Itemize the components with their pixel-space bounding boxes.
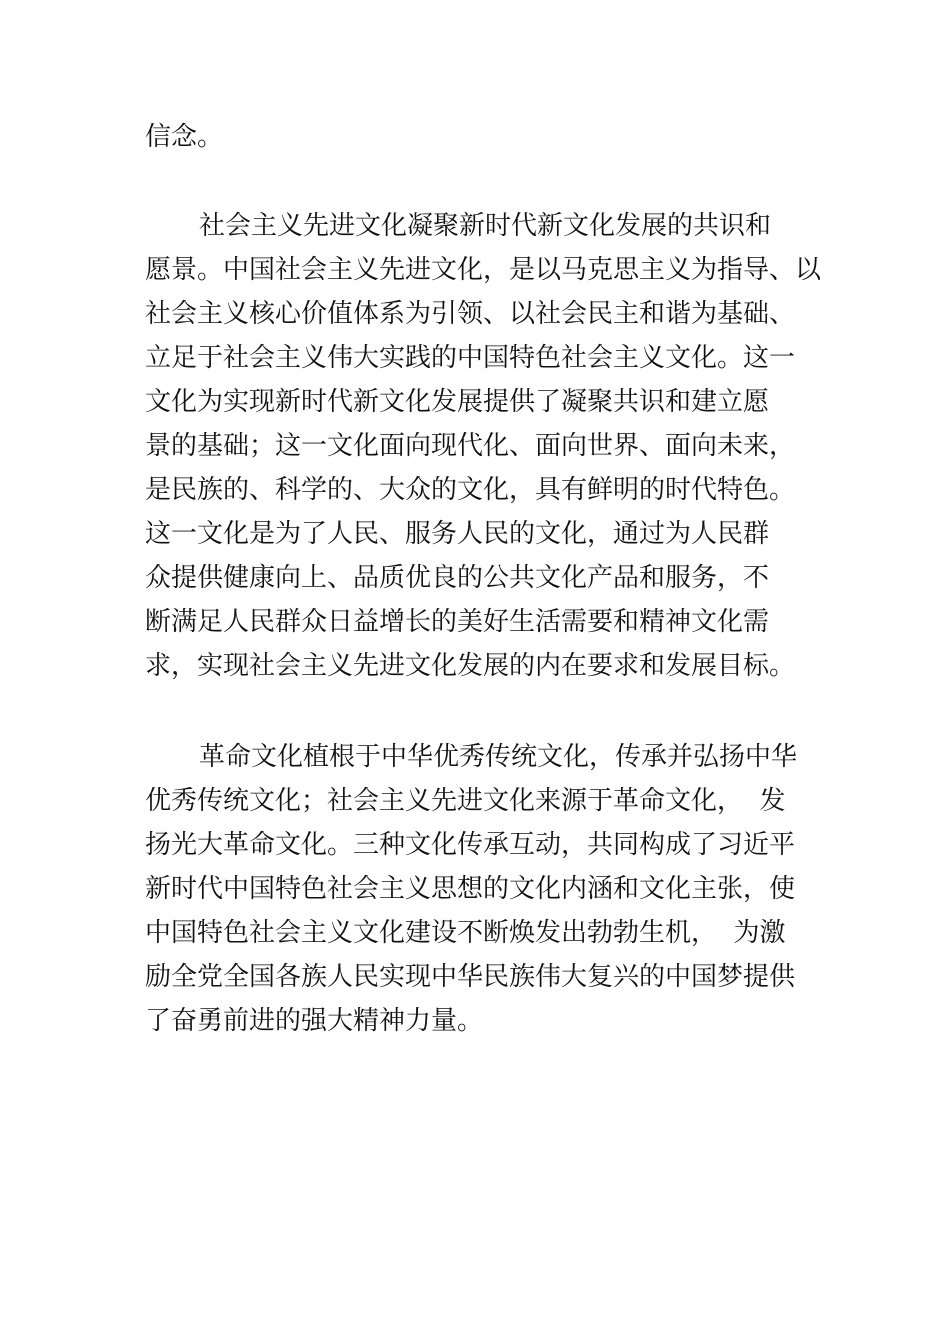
paragraph-line: 扬光大革命文化。三种文化传承互动，共同构成了习近平: [145, 830, 796, 860]
paragraph-line: 立足于社会主义伟大实践的中国特色社会主义文化。这一: [145, 343, 796, 373]
paragraph-line: 景的基础；这一文化面向现代化、面向世界、面向未来，: [145, 431, 796, 461]
paragraph-line: 求，实现社会主义先进文化发展的内在要求和发展目标。: [145, 651, 796, 681]
paragraph-line: 断满足人民群众日益增长的美好生活需要和精神文化需: [145, 607, 770, 637]
paragraph-line: 这一文化是为了人民、服务人民的文化，通过为人民群: [145, 519, 770, 549]
paragraph-line: 了奋勇前进的强大精神力量。: [145, 1006, 484, 1036]
paragraph-line: 革命文化植根于中华优秀传统文化，传承并弘扬中华: [199, 742, 798, 772]
paragraph-line: 优秀传统文化；社会主义先进文化来源于革命文化， 发: [145, 786, 786, 816]
paragraph-line: 中国特色社会主义文化建设不断焕发出勃勃生机， 为激: [145, 918, 786, 948]
paragraph-line: 众提供健康向上、品质优良的公共文化产品和服务，不: [145, 563, 770, 593]
paragraph-line: 愿景。中国社会主义先进文化，是以马克思主义为指导、以: [145, 255, 822, 285]
paragraph-line: 是民族的、科学的、大众的文化，具有鲜明的时代特色。: [145, 475, 796, 505]
paragraph-line: 社会主义核心价值体系为引领、以社会民主和谐为基础、: [145, 299, 796, 329]
paragraph-line: 新时代中国特色社会主义思想的文化内涵和文化主张，使: [145, 874, 796, 904]
paragraph-line: 社会主义先进文化凝聚新时代新文化发展的共识和: [199, 211, 772, 241]
paragraph-line: 文化为实现新时代新文化发展提供了凝聚共识和建立愿: [145, 387, 770, 417]
paragraph-line: 励全党全国各族人民实现中华民族伟大复兴的中国梦提供: [145, 962, 796, 992]
paragraph-line: 信念。: [145, 122, 224, 152]
